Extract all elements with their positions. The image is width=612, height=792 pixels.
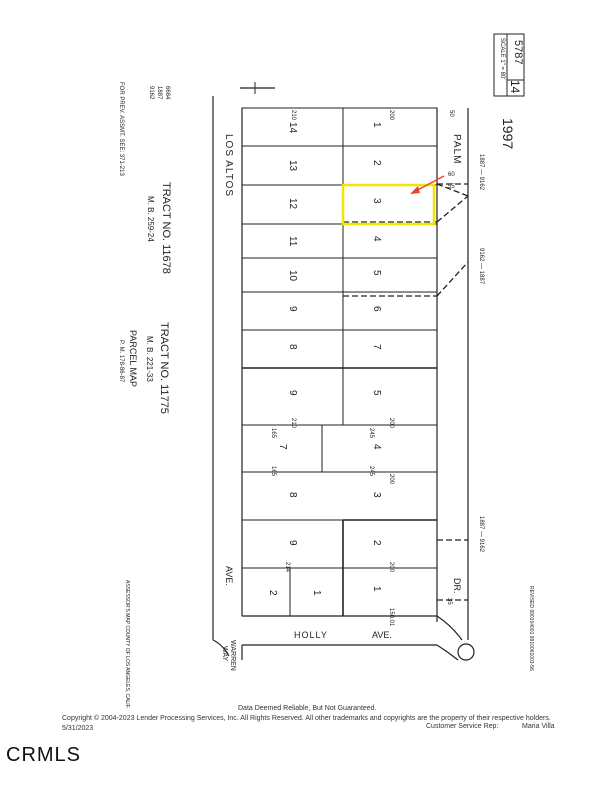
lot-number: 5	[371, 390, 382, 396]
dim-label: 55	[448, 184, 455, 190]
street-los-altos-ave: AVE.	[224, 566, 234, 586]
dim-label: 35	[446, 598, 452, 605]
dim-label: 200	[388, 110, 394, 121]
map-code-1: 6684	[164, 86, 170, 100]
subject-lot-highlight	[343, 185, 434, 224]
lot-number: 6	[371, 306, 382, 312]
lot-number: 7	[277, 444, 288, 450]
dim-label: 200	[388, 418, 394, 429]
lot-number: 1	[371, 586, 382, 592]
parcel-map-label: PARCEL MAP	[128, 330, 138, 388]
lot-number: 2	[267, 590, 278, 596]
street-holly-ave: AVE.	[372, 630, 392, 640]
lot-number: 14	[287, 122, 298, 134]
lot-number: 3	[371, 198, 382, 204]
lot-number: 10	[287, 270, 298, 282]
dim-label: 150.01	[388, 608, 394, 627]
code-label-2: 9162 — 1887	[478, 248, 484, 285]
lot-number: 2	[371, 540, 382, 546]
footer-rep-name: Maria Villa	[522, 723, 555, 730]
lot-number: 1	[371, 122, 382, 128]
crmls-logo: CRMLS	[6, 744, 82, 766]
lot-number: 9	[287, 306, 298, 312]
lot-number: 13	[287, 160, 298, 172]
lot-number: 1	[311, 590, 322, 596]
street-palm-dr: DR.	[452, 578, 462, 594]
dim-label: 200	[388, 474, 394, 485]
street-holly: HOLLY	[294, 630, 328, 640]
footer-copyright: Copyright © 2004-2023 Lender Processing Services, Inc. All Rights Reserved. All other trademarks and copyrights are the property of their respective holders.	[62, 715, 551, 722]
revised-stamp: REVISED 990104001 9910061003-56	[528, 586, 534, 671]
footer-service-rep: Customer Service Rep:	[426, 723, 499, 730]
tract-11775-label: TRACT NO. 11775	[158, 322, 170, 414]
street-lines	[213, 88, 468, 645]
county-label: ASSESSOR'S MAP COUNTY OF LOS ANGELES, CALIF.	[124, 580, 130, 709]
dim-label: 165	[270, 466, 276, 477]
map-sheet-number: 14	[508, 80, 522, 94]
dim-label: 210	[290, 110, 296, 121]
dashed-boundaries	[343, 184, 468, 600]
dim-label: 214	[284, 562, 290, 573]
dim-label: 245	[368, 428, 374, 439]
dim-label: 165	[270, 428, 276, 439]
footer-disclaimer: Data Deemed Reliable, But Not Guaranteed.	[238, 705, 377, 712]
code-label-1: 1887 — 9162	[478, 154, 484, 191]
dim-label: 50	[448, 110, 454, 117]
north-arrow	[244, 82, 268, 94]
map-page-number: 5787	[512, 40, 524, 65]
code-label-3: 1887 — 9162	[478, 516, 484, 553]
lot-number: 7	[371, 344, 382, 350]
lot-number: 5	[371, 270, 382, 276]
map-code-3: 9162	[148, 86, 154, 100]
street-warren: WARREN	[229, 640, 236, 671]
lot-number: 9	[287, 390, 298, 396]
lot-number: 4	[371, 444, 382, 450]
dim-label: 200	[388, 562, 394, 573]
lot-number: 2	[371, 160, 382, 166]
dim-label: 210	[290, 418, 296, 429]
map-code-2: 1887	[156, 86, 162, 100]
holly-cul-de-sac	[213, 616, 474, 660]
map-year: 1997	[500, 118, 516, 150]
tract-11775-book: M. B. 221-33	[145, 336, 154, 382]
dim-label: 60	[448, 172, 455, 178]
street-los-altos: LOS ALTOS	[223, 134, 234, 198]
map-scale: SCALE 1" = 80'	[499, 38, 505, 80]
lot-number: 11	[287, 236, 298, 247]
lot-number: 8	[287, 344, 298, 350]
parcel-map-book: P. M. 178-86-87	[118, 340, 124, 383]
street-palm: PALM	[451, 134, 462, 165]
lot-number: 12	[287, 198, 298, 210]
footer-date: 5/31/2023	[62, 725, 94, 732]
lot-number: 9	[287, 540, 298, 546]
street-way: WAY	[221, 646, 228, 662]
dim-label: 245	[368, 466, 374, 477]
lot-number: 3	[371, 492, 382, 498]
prev-assessment-note: FOR PREV. ASSMT. SEE: 371-213	[118, 82, 124, 176]
lot-number: 8	[287, 492, 298, 498]
tract-11678-book: M. B. 259-24	[146, 196, 155, 242]
lot-number: 4	[371, 236, 382, 242]
tract-11678-label: TRACT NO. 11678	[160, 182, 172, 274]
